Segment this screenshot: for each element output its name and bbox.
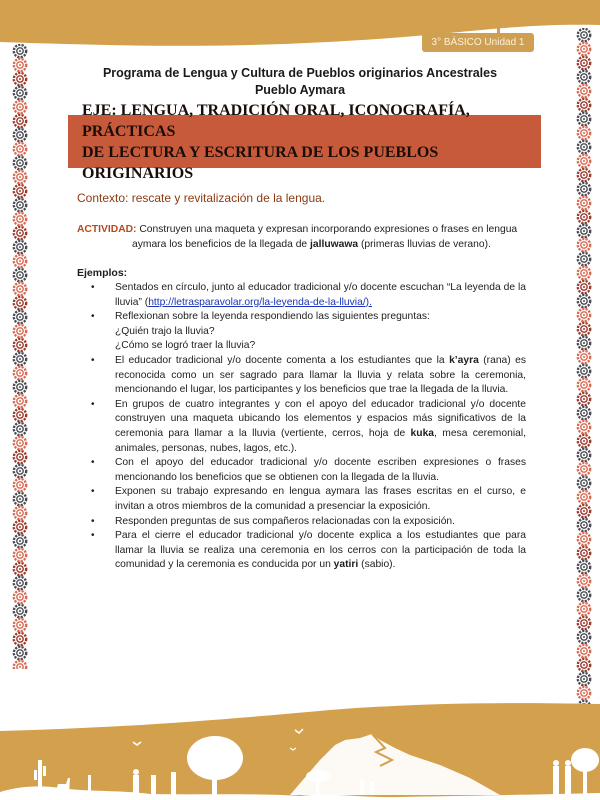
list-item-text: Para el cierre el educador tradicional y/o docente explica a los estudiantes que para llamar la lluvia se realiza una ceremonia en los cerros con la participación de toda la comunidad y la ceremonia es conducida por un bbox=[115, 530, 526, 571]
list-item bbox=[77, 515, 526, 530]
activity-block bbox=[77, 222, 525, 252]
grade-unit-badge: 3° BÁSICO Unidad 1 bbox=[422, 33, 534, 52]
list-item bbox=[77, 281, 526, 310]
bullet-icon: • bbox=[91, 530, 95, 542]
activity-text-pre: aymara los beneficios de la llegada de bbox=[132, 239, 311, 250]
bullet-icon: • bbox=[91, 398, 95, 410]
activity-keyword: jalluwawa bbox=[310, 239, 359, 250]
list-item-text: Reflexionan sobre la leyenda respondiendo las siguientes preguntas: bbox=[115, 311, 430, 323]
list-item-text: , mesa ceremonial, animales, personas, nubes, lagos, etc.). bbox=[115, 427, 526, 454]
list-item bbox=[77, 485, 526, 514]
bullet-icon: • bbox=[91, 486, 95, 498]
program-title bbox=[60, 65, 540, 99]
activity-label: ACTIVIDAD: bbox=[77, 224, 137, 235]
list-item-text: En grupos de cuatro integrantes y con el apoyo del educador tradicional y/o docente construyen una maqueta ubicando los elementos y espacios más significativos de la ceremonia para llamar a la lluvia (vertiente, cerros, hoja de bbox=[115, 398, 526, 439]
aymara-chain-border-icon bbox=[9, 44, 31, 669]
eje-banner-line1: EJE: LENGUA, TRADICIÓN ORAL, ICONOGRAFÍA, PRÁCTICAS bbox=[82, 101, 470, 140]
list-item-text: Sentados en círculo, junto al educador tradicional y/o docente escuchan “La leyenda de la lluvia” ( bbox=[115, 282, 526, 308]
andean-landscape-silhouette-icon bbox=[0, 700, 600, 800]
list-item bbox=[77, 529, 526, 573]
bullet-icon: • bbox=[91, 457, 95, 469]
question-1: ¿Quién trajo la lluvia? bbox=[115, 325, 215, 337]
activity-text-line2 bbox=[77, 237, 525, 252]
list-item bbox=[77, 398, 526, 456]
list-item bbox=[77, 354, 526, 398]
program-title-line1: Programa de Lengua y Cultura de Pueblos originarios Ancestrales bbox=[102, 66, 498, 80]
list-item-text: (rana) es reconocida como un ser sagrado para llamar la lluvia y relata sobre la ceremonia, mencionando el lugar, los participantes y los beneficios que trae la llegada de la lluvia. bbox=[115, 354, 526, 396]
eje-banner bbox=[68, 101, 541, 182]
list-item bbox=[77, 310, 526, 354]
keyword-kuka: kuka bbox=[410, 427, 435, 439]
list-item-text: Responden preguntas de sus compañeros relacionadas con la exposición. bbox=[115, 515, 456, 527]
question-2: ¿Cómo se logró traer la lluvia? bbox=[115, 340, 256, 352]
bullet-icon: • bbox=[91, 311, 95, 323]
keyword-kayra: k’ayra bbox=[449, 354, 479, 366]
examples-list bbox=[77, 281, 526, 573]
list-item-text: Exponen su trabajo expresando en lengua aymara las frases escritas en el curso, e invitan a otros miembros de la comunidad a presenciar la exposición. bbox=[115, 486, 526, 512]
list-item-text: (sabio). bbox=[358, 559, 396, 571]
aymara-chain-border-icon bbox=[573, 28, 595, 713]
activity-text-post: (primeras lluvias de verano). bbox=[358, 239, 491, 250]
context-heading: Contexto: rescate y revitalización de la lengua. bbox=[77, 191, 326, 205]
list-item-text: Con el apoyo del educador tradicional y/o docente escriben expresiones o frases mencionando los beneficios que se obtienen con la llegada de la lluvia. bbox=[115, 457, 526, 483]
program-title-line2: Pueblo Aymara bbox=[254, 83, 346, 97]
bullet-icon: • bbox=[91, 515, 95, 527]
bullet-icon: • bbox=[91, 354, 95, 366]
list-item-text: El educador tradicional y/o docente comenta a los estudiantes que la bbox=[115, 354, 450, 366]
activity-text-line1: Construyen una maqueta y expresan incorporando expresiones o frases en lengua bbox=[136, 224, 518, 235]
keyword-yatiri: yatiri bbox=[333, 559, 359, 571]
legend-link[interactable]: http://letrasparavolar.org/la-leyenda-de-la-lluvia/). bbox=[148, 296, 372, 308]
eje-banner-line2: DE LECTURA Y ESCRITURA DE LOS PUEBLOS ORIGINARIOS bbox=[82, 143, 439, 182]
examples-heading: Ejemplos: bbox=[77, 267, 128, 279]
list-item bbox=[77, 456, 526, 485]
bullet-icon: • bbox=[91, 282, 95, 293]
